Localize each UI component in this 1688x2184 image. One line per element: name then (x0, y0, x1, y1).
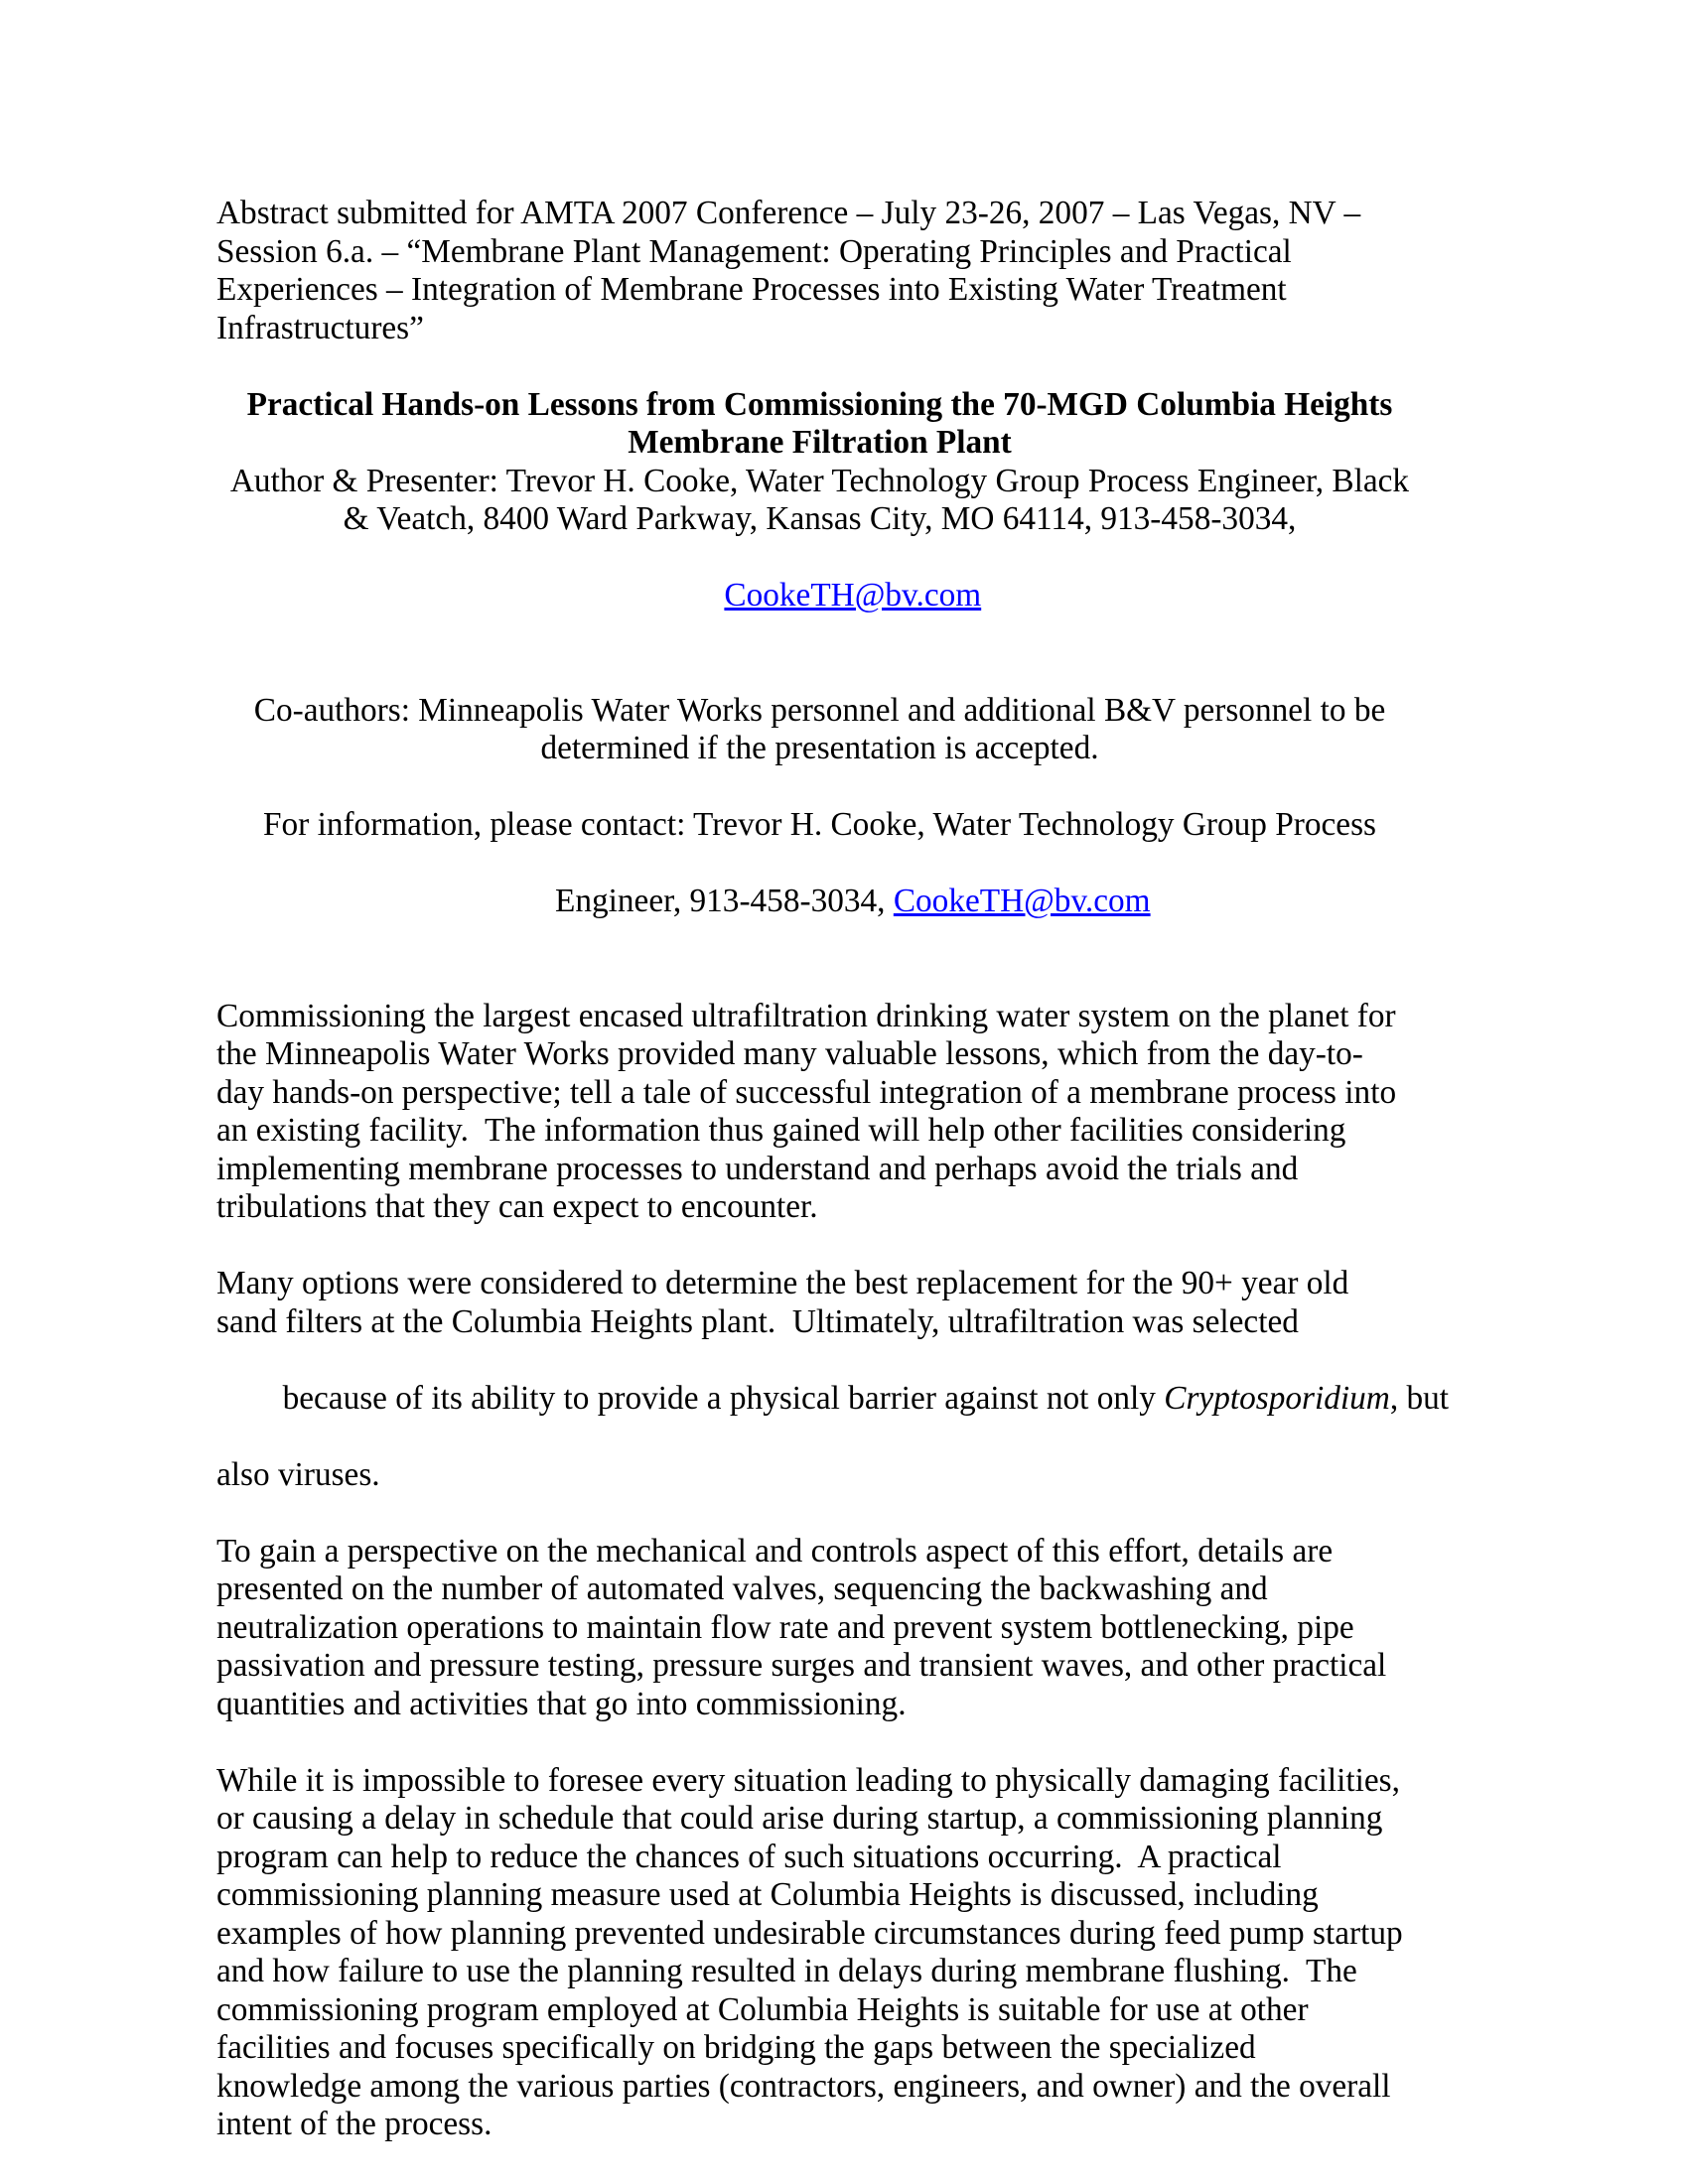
text-line: implementing membrane processes to understand and perhaps avoid the trials and (216, 1150, 1299, 1187)
text-line: an existing facility. The information thus gained will help other facilities considering (216, 1112, 1346, 1149)
text-line: and how failure to use the planning resulted in delays during membrane flushing. The (216, 1953, 1357, 1989)
text-line: To gain a perspective on the mechanical and controls aspect of this effort, details are (216, 1532, 1334, 1570)
text-line: tribulations that they can expect to encounter. (216, 1188, 818, 1225)
text-line: Infrastructures” (216, 309, 424, 346)
contact-line-2-text: Engineer, 913-458-3034, (555, 883, 894, 919)
paper-title (216, 386, 1423, 463)
text-line: sand filters at the Columbia Heights plant. Ultimately, ultrafiltration was selected (216, 1302, 1299, 1340)
text-line: program can help to reduce the chances of such situations occurring. A practical (216, 1838, 1282, 1875)
text-line: commissioning planning measure used at Columbia Heights is discussed, including (216, 1876, 1319, 1913)
contact-line-1: For information, please contact: Trevor H. Cooke, Water Technology Group Process (262, 806, 1377, 843)
text-line: Session 6.a. – “Membrane Plant Management: Operating Principles and Practical (216, 232, 1292, 270)
abstract-header-note (216, 195, 1423, 347)
text-line: the Minneapolis Water Works provided many valuable lessons, which from the day-to- (216, 1035, 1363, 1072)
text-line: day hands-on perspective; tell a tale of successful integration of a membrane process into (216, 1073, 1397, 1111)
text-line (216, 1341, 1450, 1456)
text-line: passivation and pressure testing, pressure surges and transient waves, and other practical (216, 1647, 1387, 1684)
text-line: determined if the presentation is accepted. (540, 730, 1099, 766)
text-line: presented on the number of automated valves, sequencing the backwashing and (216, 1570, 1268, 1607)
author-email-line (216, 539, 1423, 654)
p2-line3-pre: because of its ability to provide a physical barrier against not only (282, 1379, 1165, 1417)
text-line: Co-authors: Minneapolis Water Works personnel and additional B&V personnel to be (253, 691, 1386, 729)
contact-email-link[interactable]: CookeTH@bv.com (893, 883, 1151, 919)
text-line: commissioning program employed at Columbia Heights is suitable for use at other (216, 1990, 1309, 2028)
text-line: examples of how planning prevented undesirable circumstances during feed pump startup (216, 1914, 1403, 1952)
text-line: While it is impossible to foresee every situation leading to physically damaging facilities, (216, 1761, 1400, 1799)
abstract-paragraph-2 (216, 1265, 1450, 1494)
author-lines (216, 463, 1423, 539)
contact-line-2 (216, 845, 1423, 960)
text-line: Practical Hands-on Lessons from Commissioning the 70-MGD Columbia Heights (246, 385, 1393, 423)
text-line: facilities and focuses specifically on bridging the gaps between the specialized (216, 2029, 1256, 2066)
text-line: Abstract submitted for AMTA 2007 Conference – July 23-26, 2007 – Las Vegas, NV – (216, 195, 1361, 231)
text-line: knowledge among the various parties (contractors, engineers, and owner) and the overall (216, 2067, 1391, 2105)
text-line: Commissioning the largest encased ultrafiltration drinking water system on the planet for (216, 997, 1396, 1034)
text-line: or causing a delay in schedule that could arise during startup, a commissioning planning (216, 1800, 1383, 1837)
text-line: neutralization operations to maintain flow rate and prevent system bottlenecking, pipe (216, 1608, 1354, 1646)
text-line: & Veatch, 8400 Ward Parkway, Kansas City, MO 64114, 913-458-3034, (343, 500, 1297, 537)
abstract-paragraph-3 (216, 1533, 1423, 1724)
text-line: intent of the process. (216, 2106, 492, 2142)
text-line: Experiences – Integration of Membrane Processes into Existing Water Treatment (216, 271, 1287, 308)
coauthors-block (216, 692, 1423, 768)
p2-line3-post: , but (1389, 1379, 1450, 1417)
author-email-link[interactable]: CookeTH@bv.com (724, 577, 982, 614)
text-line: Many options were considered to determine the best replacement for the 90+ year old (216, 1265, 1349, 1301)
author-presenter-block (216, 463, 1423, 654)
document-content (216, 195, 1450, 2144)
text-line: quantities and activities that go into commissioning. (216, 1685, 907, 1722)
text-line: also viruses. (216, 1455, 380, 1493)
cryptosporidium-italic: Cryptosporidium (1164, 1379, 1390, 1417)
text-line: Author & Presenter: Trevor H. Cooke, Water Technology Group Process Engineer, Black (229, 462, 1410, 499)
contact-block (216, 806, 1423, 959)
abstract-paragraph-4 (216, 1762, 1423, 2144)
text-line: Membrane Filtration Plant (628, 424, 1012, 461)
abstract-paragraph-1 (216, 998, 1423, 1227)
